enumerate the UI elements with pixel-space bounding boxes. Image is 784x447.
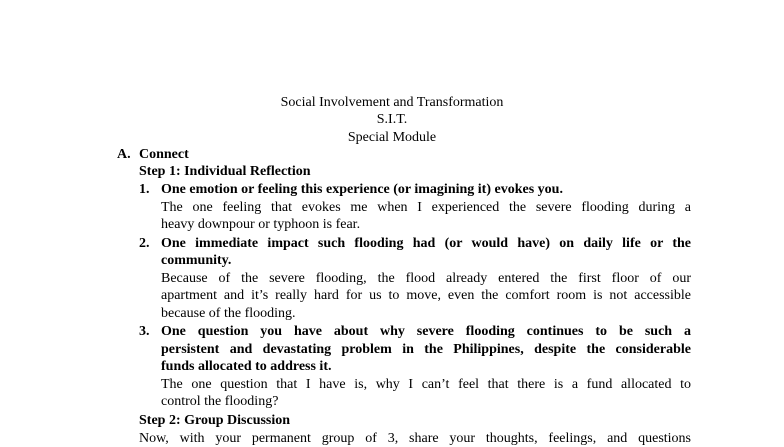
item-2-number: 2. (139, 236, 150, 251)
item-2-answer-line-1: Because of the severe flooding, the flood already entered the first floor of our (161, 271, 691, 286)
item-2-answer-line-2: apartment and it’s really hard for us to move, even the comfort room is not accessible (161, 288, 691, 303)
item-3-number: 3. (139, 324, 150, 339)
item-2-question-line-2: community. (161, 253, 232, 268)
item-3-question-line-3: funds allocated to address it. (161, 359, 332, 374)
document-abbreviation: S.I.T. (376, 112, 408, 127)
document-subtitle: Special Module (347, 130, 437, 145)
section-a-label: Connect (139, 147, 189, 162)
item-1-question-line-1: One emotion or feeling this experience (or imagining it) evokes you. (161, 182, 563, 197)
item-1-number: 1. (139, 182, 150, 197)
item-1-answer-line-1: The one feeling that evokes me when I experienced the severe flooding during a (161, 200, 691, 215)
item-2-question-line-1: One immediate impact such flooding had (or would have) on daily life or the (161, 236, 691, 251)
item-1-answer-line-2: heavy downpour or typhoon is fear. (161, 217, 361, 232)
step-2-text: Now, with your permanent group of 3, share your thoughts, feelings, and questions (139, 431, 691, 446)
step-2-heading: Step 2: Group Discussion (139, 413, 291, 428)
item-3-question-line-1: One question you have about why severe flooding continues to be such a (161, 324, 691, 339)
section-a-marker: A. (117, 147, 131, 162)
document-title: Social Involvement and Transformation (280, 95, 504, 110)
item-3-answer-line-1: The one question that I have is, why I can’t feel that there is a fund allocated to (161, 377, 691, 392)
item-2-answer-line-3: because of the flooding. (161, 306, 296, 321)
item-3-question-line-2: persistent and devastating problem in the Philippines, despite the considerable (161, 342, 691, 357)
step-1-heading: Step 1: Individual Reflection (139, 164, 311, 179)
item-3-answer-line-2: control the flooding? (161, 394, 279, 409)
